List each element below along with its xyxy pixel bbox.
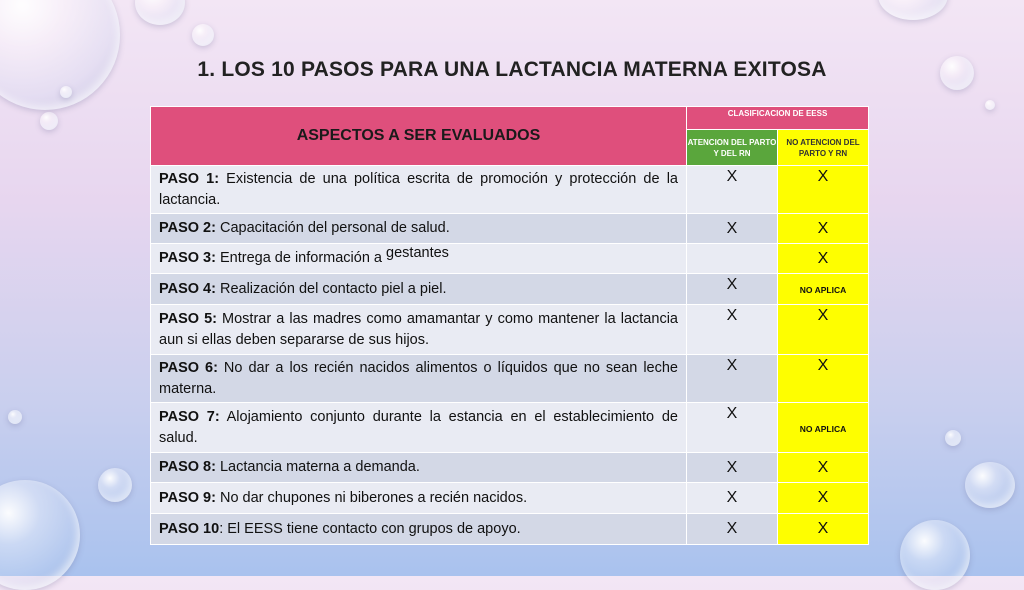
no-parto-mark: X — [778, 355, 869, 403]
step-label: PASO 1: — [159, 170, 220, 187]
parto-mark: X — [687, 403, 778, 453]
table-row — [151, 305, 869, 355]
no-parto-mark: X — [778, 305, 869, 355]
step-label: PASO 8: — [159, 459, 216, 475]
step-label: PASO 3: — [159, 250, 216, 266]
no-parto-mark: X — [778, 483, 869, 514]
parto-mark: X — [687, 214, 778, 244]
step-description — [151, 453, 687, 483]
no-parto-mark: X — [778, 514, 869, 545]
water-drop-decoration — [878, 0, 948, 20]
step-text: Alojamiento conjunto durante la estancia en el establecimiento de salud. — [159, 408, 678, 446]
parto-mark — [687, 244, 778, 274]
no-parto-mark: X — [778, 244, 869, 274]
parto-mark: X — [687, 355, 778, 403]
parto-mark: X — [687, 274, 778, 305]
col-header-parto: ATENCION DEL PARTO Y DEL RN — [687, 130, 778, 166]
step-description — [151, 166, 687, 214]
step-text: Entrega de información a — [215, 250, 387, 266]
no-aplica-label: NO APLICA — [799, 285, 847, 295]
step-label: PASO 5: — [159, 310, 217, 327]
step-text: No dar chupones ni biberones a recién nacidos. — [215, 489, 528, 506]
step-description — [151, 214, 687, 244]
step-label: PASO 7: — [159, 408, 220, 425]
parto-mark: X — [687, 483, 778, 514]
water-drop-decoration — [965, 462, 1015, 508]
classification-header: CLASIFICACION DE EESS — [687, 107, 869, 130]
col-header-no-parto: NO ATENCION DEL PARTO Y RN — [778, 130, 869, 166]
water-drop-decoration — [98, 468, 132, 502]
table-row — [151, 514, 869, 545]
table-row — [151, 274, 869, 305]
table-row — [151, 453, 869, 483]
page-title: 1. LOS 10 PASOS PARA UNA LACTANCIA MATERNA EXITOSA — [197, 58, 827, 81]
no-parto-mark: X — [778, 214, 869, 244]
step-description — [151, 483, 687, 514]
step-label: PASO 6: — [159, 359, 218, 376]
water-drop-decoration — [985, 100, 995, 110]
water-drop-decoration — [0, 480, 80, 590]
aspects-header: ASPECTOS A SER EVALUADOS — [151, 107, 687, 166]
no-parto-mark: X — [778, 453, 869, 483]
parto-mark: X — [687, 305, 778, 355]
water-drop-decoration — [60, 86, 72, 98]
parto-mark: X — [687, 514, 778, 545]
water-drop-decoration — [135, 0, 185, 25]
step-text: Realización del contacto piel a piel. — [215, 280, 447, 297]
water-drop-decoration — [192, 24, 214, 46]
step-description — [151, 244, 687, 274]
step-text: Existencia de una política escrita de promoción y protección de la lactancia. — [159, 170, 678, 208]
table-row — [151, 214, 869, 244]
water-drop-decoration — [900, 520, 970, 590]
step-label: PASO 10 — [159, 520, 220, 537]
evaluation-table — [150, 106, 869, 545]
water-drop-decoration — [8, 410, 22, 424]
step-text: Mostrar a las madres como amamantar y como mantener la lactancia aun si ellas deben separarse de sus hijos. — [159, 310, 678, 348]
step-description — [151, 403, 687, 453]
step-description — [151, 305, 687, 355]
table-row — [151, 403, 869, 453]
no-aplica-label: NO APLICA — [799, 423, 847, 434]
table-row — [151, 483, 869, 514]
table-row — [151, 355, 869, 403]
table-row — [151, 166, 869, 214]
step-label: PASO 2: — [159, 220, 216, 236]
table-row — [151, 244, 869, 274]
parto-mark: X — [687, 453, 778, 483]
step-description — [151, 274, 687, 305]
step-label: PASO 9: — [159, 489, 216, 506]
water-drop-decoration — [40, 112, 58, 130]
step-text-extra: gestantes — [386, 245, 449, 261]
step-label: PASO 4: — [159, 280, 216, 297]
step-text: : El EESS tiene contacto con grupos de apoyo. — [219, 520, 521, 537]
no-parto-mark: X — [778, 166, 869, 214]
step-text: Capacitación del personal de salud. — [215, 220, 450, 236]
water-drop-decoration — [945, 430, 961, 446]
parto-mark: X — [687, 166, 778, 214]
step-description — [151, 355, 687, 403]
step-description — [151, 514, 687, 545]
step-text: No dar a los recién nacidos alimentos o líquidos que no sean leche materna. — [159, 359, 678, 397]
step-text: Lactancia materna a demanda. — [215, 459, 420, 475]
